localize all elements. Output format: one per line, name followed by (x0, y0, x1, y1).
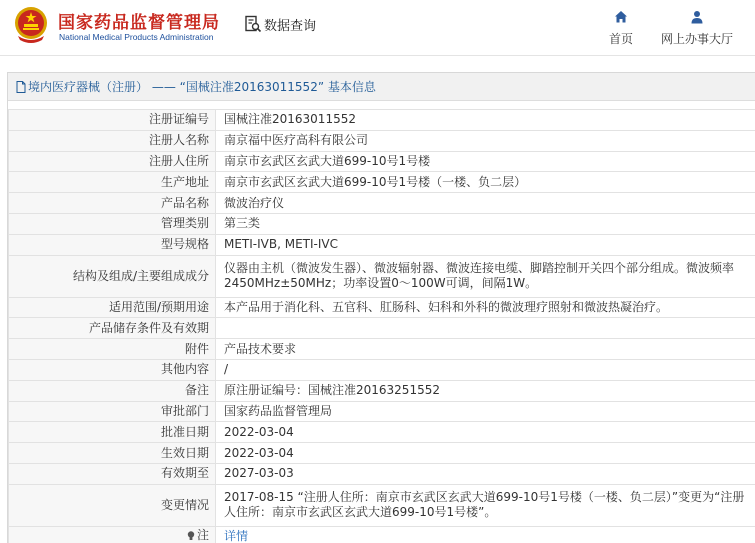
field-value: METI-IVB, METI-IVC (216, 234, 755, 255)
field-value: 微波治疗仪 (216, 193, 755, 214)
note-label-cell (9, 526, 216, 543)
field-label: 型号规格 (9, 234, 216, 255)
nav-home[interactable] (605, 10, 637, 47)
home-icon (614, 10, 628, 24)
breadcrumb (8, 73, 755, 101)
field-label: 产品储存条件及有效期 (9, 318, 216, 339)
field-label: 变更情况 (9, 484, 216, 526)
details-link[interactable]: 详情 (224, 529, 249, 543)
data-query-label: 数据查询 (264, 18, 317, 34)
table-row (9, 380, 755, 401)
user-icon (690, 10, 704, 24)
note-row (9, 526, 755, 543)
field-value: 本产品用于消化科、五官科、肛肠科、妇科和外科的微波理疗照射和微波热凝治疗。 (216, 297, 755, 318)
field-value: 2017-08-15 “注册人住所：南京市玄武区玄武大道699-10号1号楼（一楼、负二层）”变更为“注册人住所：南京市玄武区玄武大道699-10号1号楼”。 (216, 484, 755, 526)
lightbulb-icon (187, 531, 195, 541)
search-document-icon (244, 15, 262, 33)
data-query-link[interactable] (244, 14, 316, 34)
breadcrumb-text: 境内医疗器械（注册） —— “国械注准20163011552” 基本信息 (28, 80, 376, 94)
field-value (216, 318, 755, 339)
field-label: 产品名称 (9, 193, 216, 214)
field-value: 国械注准20163011552 (216, 110, 755, 131)
field-value: 国家药品监督管理局 (216, 401, 755, 422)
table-row (9, 193, 755, 214)
field-label: 适用范围/预期用途 (9, 297, 216, 318)
field-label: 注册人名称 (9, 130, 216, 151)
table-row (9, 297, 755, 318)
registration-info-table (8, 109, 755, 543)
national-emblem-icon (14, 6, 48, 44)
field-label: 注册证编号 (9, 110, 216, 131)
field-value: 产品技术要求 (216, 339, 755, 360)
field-value: 第三类 (216, 213, 755, 234)
field-value: 南京福中医疗高科有限公司 (216, 130, 755, 151)
field-value: 南京市玄武区玄武大道699-10号1号楼（一楼、负二层） (216, 172, 755, 193)
field-value: 南京市玄武区玄武大道699-10号1号楼 (216, 151, 755, 172)
table-row (9, 401, 755, 422)
brand-title-cn[interactable]: 国家药品监督管理局 (58, 13, 220, 33)
table-row (9, 463, 755, 484)
note-key (187, 528, 209, 543)
field-value: 2022-03-04 (216, 443, 755, 464)
table-row (9, 130, 755, 151)
info-panel (7, 72, 755, 543)
nav-home-label: 首页 (608, 32, 633, 46)
table-row (9, 213, 755, 234)
table-row (9, 255, 755, 297)
brand-title-en: National Medical Products Administration (59, 32, 214, 42)
field-label: 有效期至 (9, 463, 216, 484)
field-label: 注册人住所 (9, 151, 216, 172)
field-label: 管理类别 (9, 213, 216, 234)
document-icon (16, 81, 26, 93)
table-row (9, 234, 755, 255)
field-value: 仪器由主机（微波发生器）、微波辐射器、微波连接电缆、脚踏控制开关四个部分组成。微波频率2450MHz±50MHz；功率设置0～100W可调，间隔1W。 (216, 255, 755, 297)
table-row (9, 110, 755, 131)
table-row (9, 443, 755, 464)
nav-online-office[interactable] (660, 10, 734, 47)
table-row (9, 318, 755, 339)
field-label: 结构及组成/主要组成成分 (9, 255, 216, 297)
table-row (9, 172, 755, 193)
field-value: 2027-03-03 (216, 463, 755, 484)
note-value-cell (216, 526, 755, 543)
field-label: 批准日期 (9, 422, 216, 443)
field-label: 审批部门 (9, 401, 216, 422)
field-label: 备注 (9, 380, 216, 401)
table-row (9, 339, 755, 360)
field-value: 2022-03-04 (216, 422, 755, 443)
field-value: / (216, 359, 755, 380)
field-label: 生效日期 (9, 443, 216, 464)
table-row (9, 151, 755, 172)
site-header (0, 0, 755, 56)
table-row (9, 359, 755, 380)
nav-online-office-label: 网上办事大厅 (660, 32, 733, 46)
field-label: 其他内容 (9, 359, 216, 380)
field-value: 原注册证编号：国械注准20163251552 (216, 380, 755, 401)
field-label: 附件 (9, 339, 216, 360)
table-row (9, 422, 755, 443)
field-label: 生产地址 (9, 172, 216, 193)
note-label: 注 (196, 528, 209, 543)
table-row (9, 484, 755, 526)
